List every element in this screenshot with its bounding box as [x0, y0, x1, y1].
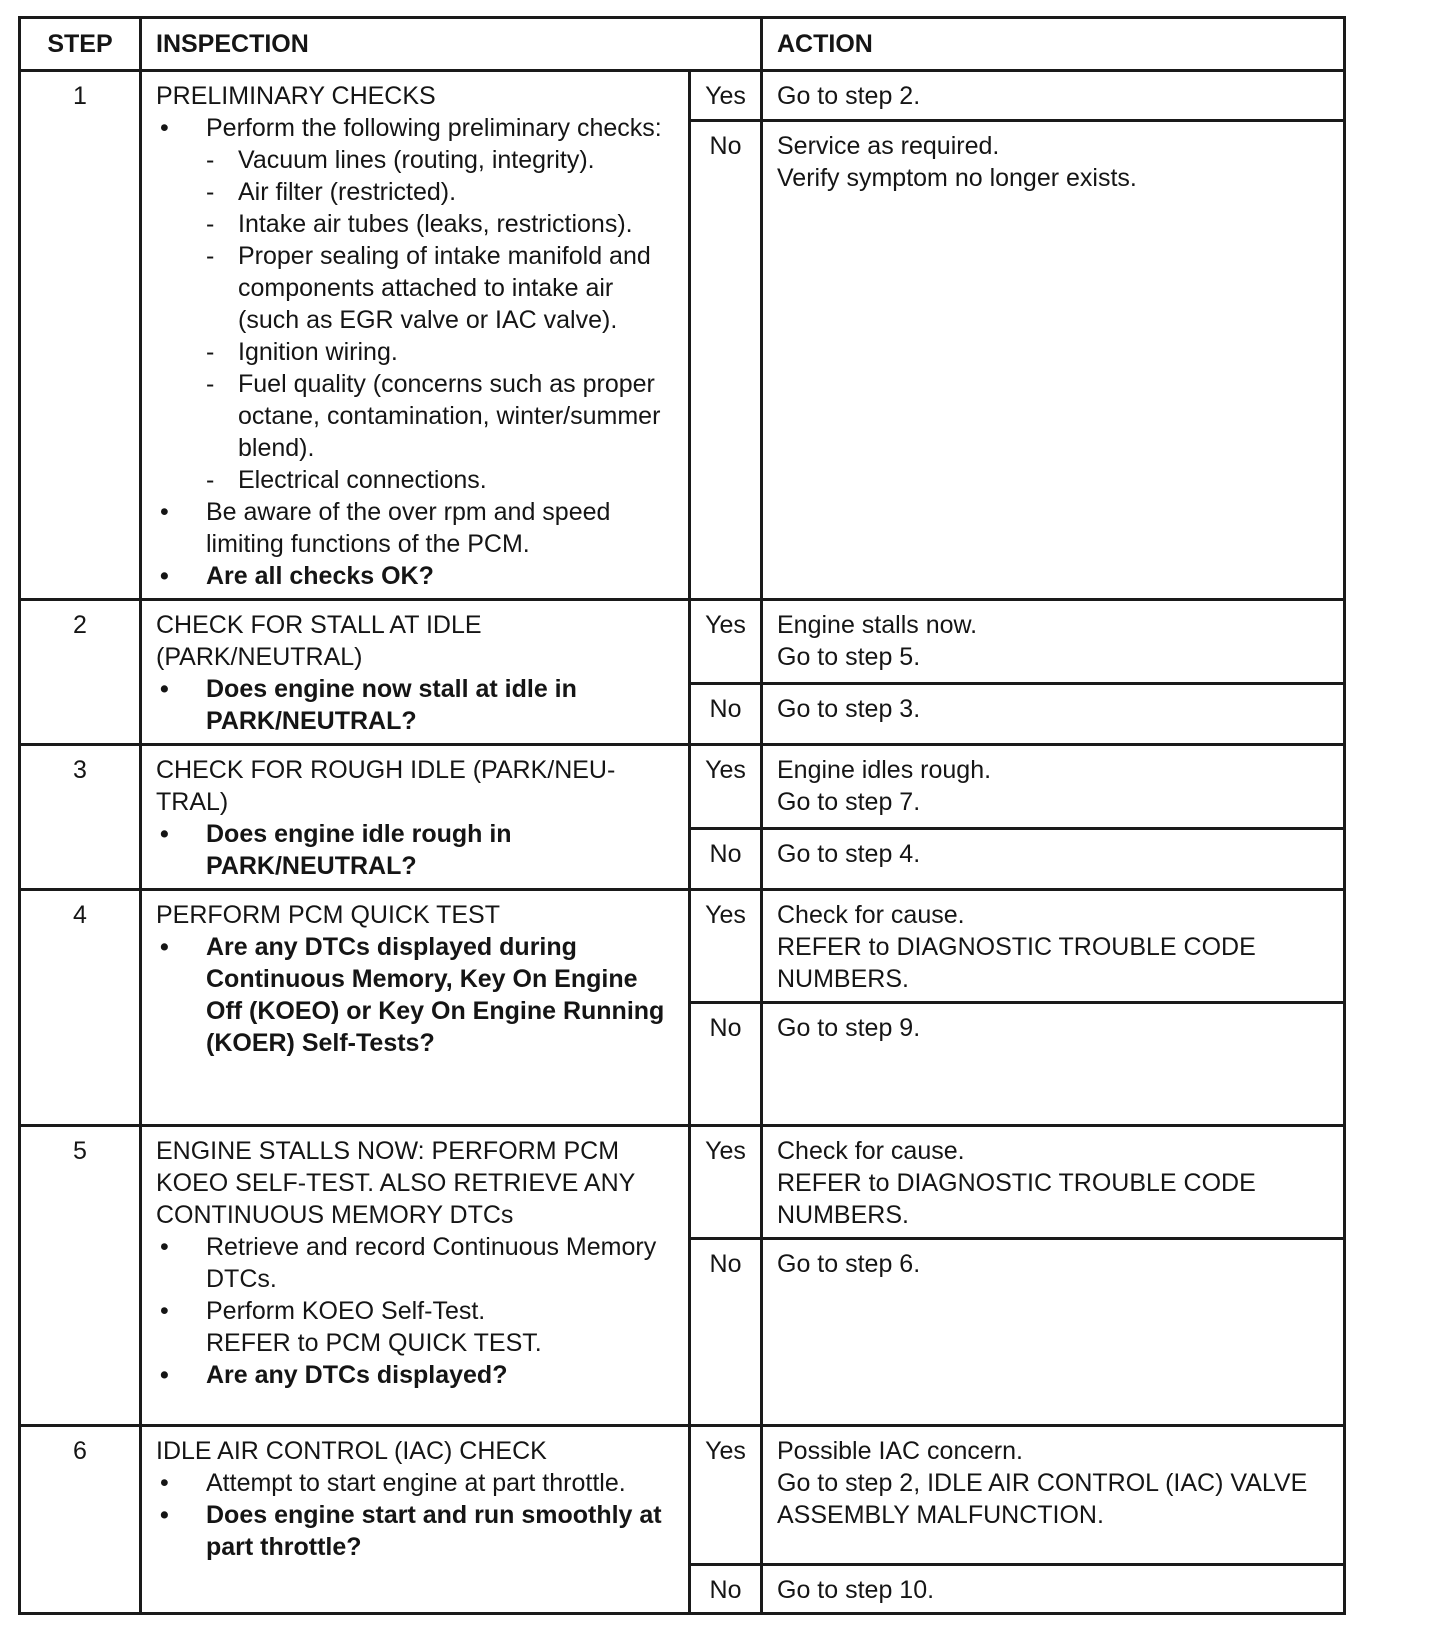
yes-action	[762, 71, 1345, 121]
list-item: - Vacuum lines (routing, integrity).	[156, 144, 678, 176]
bullet-line: REFER to PCM QUICK TEST.	[206, 1329, 542, 1357]
no-label: No	[690, 683, 762, 744]
step-number: 5	[20, 1126, 141, 1426]
action-line: Go to step 6.	[777, 1250, 921, 1278]
step-question: • Does engine now stall at idle in PARK/NEUTRAL?	[156, 673, 678, 737]
action-line: Check for cause.	[777, 1137, 965, 1165]
step-question: • Does engine start and run smoothly at part throttle?	[156, 1499, 678, 1563]
action-line: Go to step 3.	[777, 694, 921, 723]
step-question: • Are any DTCs displayed during Continuous Memory, Key On Engine Off (KOEO) or Key On Engine Running (KOER) Self-Tests?	[156, 931, 678, 1059]
action-line: Verify symptom no longer exists.	[777, 164, 1137, 193]
yes-label: Yes	[690, 1426, 762, 1565]
step-6-inspection	[141, 1426, 690, 1614]
yes-label: Yes	[690, 1126, 762, 1239]
bullet-line: • Perform KOEO Self-Test.	[206, 1297, 486, 1325]
step-title: CHECK FOR ROUGH IDLE (PARK/NEU-TRAL)	[156, 756, 616, 816]
action-line: Go to step 2.	[777, 82, 921, 110]
step-3-yes-row	[20, 745, 1345, 829]
step-title: PERFORM PCM QUICK TEST	[156, 901, 501, 929]
header-row	[20, 18, 1345, 71]
step-6-yes-row	[20, 1426, 1345, 1565]
action-line: REFER to DIAGNOSTIC TROUBLE CODE NUMBERS.	[777, 1169, 1256, 1229]
yes-label: Yes	[690, 890, 762, 1003]
step-number: 1	[20, 71, 141, 600]
step-number: 3	[20, 745, 141, 890]
action-line: Possible IAC concern.	[777, 1437, 1023, 1465]
action-line: Go to step 5.	[777, 643, 921, 671]
list-item: • Be aware of the over rpm and speed limiting functions of the PCM.	[156, 496, 678, 560]
no-action	[762, 1565, 1345, 1614]
list-item	[156, 112, 678, 496]
step-5-inspection	[141, 1126, 690, 1426]
diagnostic-table	[18, 16, 1346, 1615]
yes-action	[762, 745, 1345, 829]
step-number: 6	[20, 1426, 141, 1614]
action-line: Check for cause.	[777, 901, 965, 929]
inspection-header: INSPECTION	[141, 18, 762, 71]
step-number: 2	[20, 600, 141, 745]
step-title: IDLE AIR CONTROL (IAC) CHECK	[156, 1437, 547, 1465]
action-line: Service as required.	[777, 132, 1000, 161]
step-2-inspection	[141, 600, 690, 745]
list-item: - Intake air tubes (leaks, restrictions).	[156, 208, 678, 240]
no-label: No	[690, 1565, 762, 1614]
no-action	[762, 121, 1345, 600]
step-4-yes-row	[20, 890, 1345, 1003]
yes-label: Yes	[690, 71, 762, 121]
no-label: No	[690, 1003, 762, 1126]
no-action	[762, 1003, 1345, 1126]
action-line: REFER to DIAGNOSTIC TROUBLE CODE NUMBERS.	[777, 933, 1256, 993]
action-header: ACTION	[762, 18, 1345, 71]
step-1-yes-row	[20, 71, 1345, 121]
step-number: 4	[20, 890, 141, 1126]
step-4-inspection	[141, 890, 690, 1126]
list-item: - Electrical connections.	[156, 464, 678, 496]
step-question: • Are all checks OK?	[156, 560, 678, 592]
list-item: • Attempt to start engine at part throttle.	[156, 1467, 678, 1499]
list-item: - Air filter (restricted).	[156, 176, 678, 208]
action-line: Go to step 2, IDLE AIR CONTROL (IAC) VALVE ASSEMBLY MALFUNCTION.	[777, 1469, 1308, 1529]
no-label: No	[690, 828, 762, 889]
step-title: PRELIMINARY CHECKS	[156, 82, 436, 110]
action-line: Go to step 9.	[777, 1014, 921, 1042]
step-3-inspection	[141, 745, 690, 890]
step-1-inspection	[141, 71, 690, 600]
step-question: • Does engine idle rough in PARK/NEUTRAL?	[156, 818, 678, 882]
action-line: Engine idles rough.	[777, 756, 992, 784]
list-item: - Proper sealing of intake manifold and components attached to intake air (such as EGR valve or IAC valve).	[156, 240, 678, 336]
list-item: • Retrieve and record Continuous Memory DTCs.	[156, 1231, 678, 1295]
action-line: Go to step 10.	[777, 1576, 935, 1604]
action-line: Go to step 4.	[777, 839, 921, 868]
list-item: - Fuel quality (concerns such as proper octane, contamination, winter/summer blend).	[156, 368, 678, 464]
no-label: No	[690, 121, 762, 600]
action-line: Go to step 7.	[777, 788, 921, 816]
no-action	[762, 683, 1345, 744]
step-title: ENGINE STALLS NOW: PERFORM PCM KOEO SELF-TEST. ALSO RETRIEVE ANY CONTINUOUS MEMORY DTCs	[156, 1137, 635, 1229]
yes-action	[762, 1126, 1345, 1239]
yes-label: Yes	[690, 745, 762, 829]
no-action	[762, 1239, 1345, 1426]
step-header: STEP	[20, 18, 141, 71]
step-question: • Are any DTCs displayed?	[156, 1359, 678, 1391]
yes-label: Yes	[690, 600, 762, 684]
action-line: Engine stalls now.	[777, 611, 978, 639]
step-2-yes-row	[20, 600, 1345, 684]
yes-action	[762, 890, 1345, 1003]
diagnostic-procedure-sheet	[18, 16, 1346, 1615]
step-5-yes-row	[20, 1126, 1345, 1239]
list-item: - Ignition wiring.	[156, 336, 678, 368]
yes-action	[762, 1426, 1345, 1565]
check-intro: Perform the following preliminary checks:	[206, 114, 662, 142]
no-action	[762, 828, 1345, 889]
yes-action	[762, 600, 1345, 684]
no-label: No	[690, 1239, 762, 1426]
list-item	[156, 1295, 678, 1359]
step-title: CHECK FOR STALL AT IDLE (PARK/NEUTRAL)	[156, 611, 482, 671]
